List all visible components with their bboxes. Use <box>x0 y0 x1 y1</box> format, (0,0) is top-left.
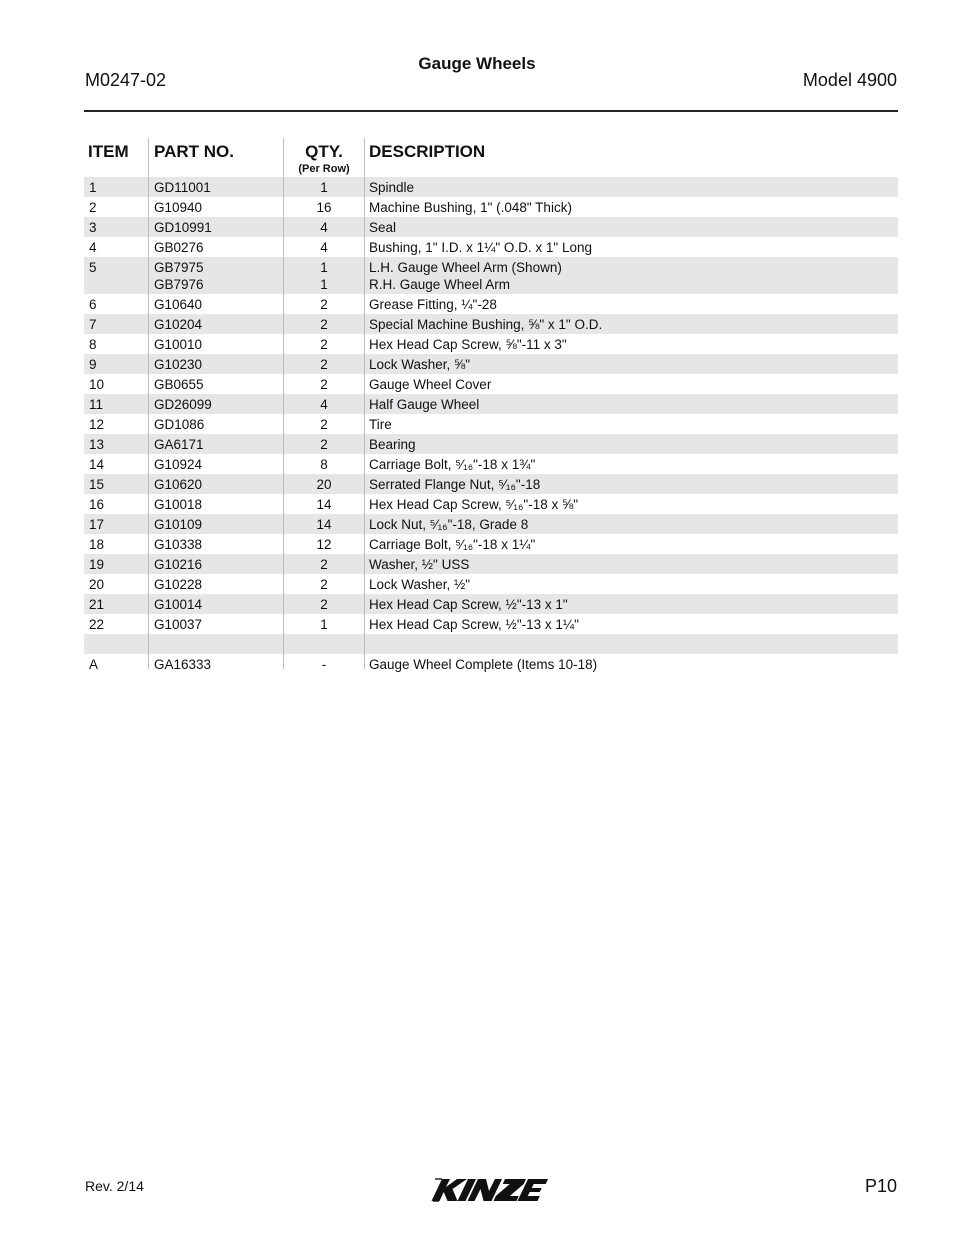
description-cell-text: L.H. Gauge Wheel Arm (Shown) <box>369 259 562 275</box>
part-number-cell <box>154 434 282 454</box>
quantity-cell-text: 4 <box>320 239 328 255</box>
quantity-cell-text: 12 <box>316 536 332 552</box>
description-cell-text: Spindle <box>369 179 415 195</box>
part-number-cell-text: GA6171 <box>154 436 204 452</box>
table-row <box>84 494 898 514</box>
table-row <box>84 334 898 354</box>
table-row <box>84 197 898 217</box>
item-cell <box>89 197 147 217</box>
item-cell <box>89 514 147 534</box>
quantity-cell-text: 2 <box>320 416 328 432</box>
item-cell-text: 19 <box>89 556 105 572</box>
table-row <box>84 354 898 374</box>
part-number-cell-text: G10216 <box>154 556 203 572</box>
part-number-cell <box>154 574 282 594</box>
part-number-cell-text: G10014 <box>154 596 203 612</box>
part-number-cell <box>154 634 282 654</box>
description-cell-text: Bearing <box>369 436 416 452</box>
quantity-cell <box>284 554 364 574</box>
part-number-cell-text: GD1086 <box>154 416 205 432</box>
part-number-cell <box>154 614 282 634</box>
item-cell <box>89 554 147 574</box>
description-cell-text: Washer, ½" USS <box>369 556 470 572</box>
description-cell <box>369 177 898 197</box>
part-number-cell-text: GA16333 <box>154 656 212 672</box>
quantity-cell <box>284 534 364 554</box>
item-cell-text: 9 <box>89 356 97 372</box>
description-cell-text: Gauge Wheel Cover <box>369 376 492 392</box>
quantity-cell-text: 2 <box>320 436 328 452</box>
part-number-cell-text: GD10991 <box>154 219 212 235</box>
part-number-cell <box>154 474 282 494</box>
part-number-cell-text: G10640 <box>154 296 203 312</box>
part-number-cell-text: GB0655 <box>154 376 204 392</box>
description-cell-text: Special Machine Bushing, ⅝" x 1" O.D. <box>369 316 603 332</box>
part-number-cell <box>154 294 282 314</box>
description-cell-text: Half Gauge Wheel <box>369 396 480 412</box>
description-cell <box>369 614 898 634</box>
description-cell-text: Lock Washer, ⅝" <box>369 356 471 372</box>
description-cell <box>369 594 898 614</box>
item-cell <box>89 574 147 594</box>
quantity-cell-text: - <box>321 656 327 672</box>
description-cell <box>369 634 898 654</box>
part-number-cell-text: GD11001 <box>154 179 211 195</box>
part-number-cell <box>154 414 282 434</box>
table-row <box>84 514 898 534</box>
description-cell-text: Carriage Bolt, ⁵⁄₁₆"-18 x 1¾" <box>369 456 536 472</box>
quantity-cell <box>284 614 364 634</box>
item-cell-text: 7 <box>89 316 97 332</box>
table-row <box>84 654 898 674</box>
item-cell <box>89 634 147 654</box>
quantity-cell-text: 2 <box>320 296 328 312</box>
quantity-cell-text: 4 <box>320 219 328 235</box>
part-number-cell-text: G10338 <box>154 536 203 552</box>
item-cell <box>89 334 147 354</box>
quantity-cell <box>284 257 364 294</box>
item-cell <box>89 374 147 394</box>
quantity-cell-text: 1 <box>320 259 328 275</box>
col-part-header: PART NO. <box>154 142 234 161</box>
item-cell <box>89 614 147 634</box>
description-cell-text: Seal <box>369 219 397 235</box>
quantity-cell-text: 2 <box>320 336 328 352</box>
part-number-cell-text: G10010 <box>154 336 203 352</box>
col-qty-sublabel: (Per Row) <box>298 163 350 175</box>
description-cell <box>369 414 898 434</box>
table-header <box>84 138 898 177</box>
quantity-cell-text: 4 <box>320 396 328 412</box>
table-row <box>84 374 898 394</box>
table-row <box>84 177 898 197</box>
item-cell <box>89 654 147 674</box>
table-row <box>84 394 898 414</box>
description-cell-text: Grease Fitting, ¼"-28 <box>369 296 497 312</box>
item-cell-text: 14 <box>89 456 105 472</box>
quantity-cell-text: 2 <box>320 376 328 392</box>
doc-number: M0247-02 <box>85 70 167 90</box>
part-number-cell-text: GB7975 <box>154 259 204 275</box>
item-cell-text: 17 <box>89 516 105 532</box>
description-cell-text: Tire <box>369 416 392 432</box>
description-cell <box>369 374 898 394</box>
table-body <box>84 177 898 674</box>
item-cell <box>89 394 147 414</box>
item-cell-text: A <box>89 656 99 672</box>
description-cell-text: Hex Head Cap Screw, ⅝"-11 x 3" <box>369 336 567 352</box>
table-row <box>84 594 898 614</box>
quantity-cell <box>284 414 364 434</box>
part-number-cell <box>154 394 282 414</box>
quantity-cell <box>284 474 364 494</box>
description-cell-text: Lock Washer, ½" <box>369 576 471 592</box>
item-cell-text: 1 <box>89 179 97 195</box>
part-number-cell <box>154 237 282 257</box>
item-cell <box>89 237 147 257</box>
table-row <box>84 217 898 237</box>
description-cell-text: Lock Nut, ⁵⁄₁₆"-18, Grade 8 <box>369 516 529 532</box>
col-desc-header: DESCRIPTION <box>369 142 486 161</box>
table-row <box>84 314 898 334</box>
quantity-cell <box>284 374 364 394</box>
part-number-cell <box>154 177 282 197</box>
item-cell-text: 6 <box>89 296 97 312</box>
item-cell-text: 4 <box>89 239 97 255</box>
table-row <box>84 294 898 314</box>
table-row <box>84 454 898 474</box>
table-row <box>84 534 898 554</box>
quantity-cell <box>284 654 364 674</box>
part-number-cell <box>154 334 282 354</box>
quantity-cell-text: 20 <box>316 476 332 492</box>
description-cell <box>369 314 898 334</box>
description-cell <box>369 257 898 294</box>
quantity-cell-text: 1 <box>320 179 328 195</box>
col-qty-label: QTY. <box>305 142 343 161</box>
item-cell-text: 10 <box>89 376 105 392</box>
description-cell-text: Hex Head Cap Screw, ½"-13 x 1¼" <box>369 616 579 632</box>
quantity-cell-text-2: 1 <box>320 276 328 292</box>
part-number-cell <box>154 594 282 614</box>
part-number-cell-text: G10204 <box>154 316 203 332</box>
quantity-cell <box>284 394 364 414</box>
description-cell <box>369 294 898 314</box>
item-cell <box>89 534 147 554</box>
item-cell-text: 13 <box>89 436 105 452</box>
col-qty-header <box>284 142 364 175</box>
part-number-cell <box>154 257 282 294</box>
part-number-cell-text-2: GB7976 <box>154 276 204 292</box>
item-cell-text: 11 <box>89 396 104 412</box>
part-number-cell <box>154 354 282 374</box>
item-cell <box>89 217 147 237</box>
description-cell <box>369 494 898 514</box>
part-number-cell <box>154 197 282 217</box>
quantity-cell-text: 16 <box>316 199 332 215</box>
table-row <box>84 414 898 434</box>
item-cell <box>89 454 147 474</box>
description-cell <box>369 197 898 217</box>
table-row <box>84 474 898 494</box>
quantity-cell <box>284 634 364 654</box>
description-cell <box>369 654 898 674</box>
item-cell <box>89 354 147 374</box>
part-number-cell-text: G10924 <box>154 456 203 472</box>
part-number-cell-text: GB0276 <box>154 239 204 255</box>
revision-label: Rev. 2/14 <box>85 1178 144 1194</box>
table-row <box>84 614 898 634</box>
part-number-cell <box>154 314 282 334</box>
quantity-cell <box>284 334 364 354</box>
item-cell <box>89 474 147 494</box>
quantity-cell-text: 2 <box>320 556 328 572</box>
part-number-cell <box>154 534 282 554</box>
part-number-cell <box>154 217 282 237</box>
table-row <box>84 257 898 294</box>
item-cell <box>89 594 147 614</box>
quantity-cell <box>284 294 364 314</box>
parts-table <box>84 138 898 674</box>
description-cell-text: Serrated Flange Nut, ⁵⁄₁₆"-18 <box>369 476 541 492</box>
description-cell <box>369 334 898 354</box>
model-label: Model 4900 <box>802 70 897 90</box>
description-cell <box>369 554 898 574</box>
header-rule <box>84 110 898 112</box>
quantity-cell <box>284 314 364 334</box>
table-row <box>84 554 898 574</box>
item-cell-text: 18 <box>89 536 105 552</box>
description-cell-text: Machine Bushing, 1" (.048" Thick) <box>369 199 572 215</box>
quantity-cell-text: 2 <box>320 316 328 332</box>
quantity-cell <box>284 237 364 257</box>
item-cell <box>89 494 147 514</box>
part-number-cell <box>154 374 282 394</box>
quantity-cell <box>284 594 364 614</box>
item-cell-text: 8 <box>89 336 97 352</box>
quantity-cell <box>284 454 364 474</box>
quantity-cell-text: 14 <box>316 496 332 512</box>
quantity-cell <box>284 574 364 594</box>
item-cell-text: 21 <box>89 596 105 612</box>
description-cell <box>369 534 898 554</box>
part-number-cell <box>154 494 282 514</box>
item-cell-text: 16 <box>89 496 105 512</box>
description-cell <box>369 394 898 414</box>
quantity-cell <box>284 494 364 514</box>
item-cell <box>89 314 147 334</box>
part-number-cell-text: G10018 <box>154 496 203 512</box>
description-cell <box>369 217 898 237</box>
part-number-cell-text: G10109 <box>154 516 203 532</box>
part-number-cell <box>154 654 282 674</box>
part-number-cell-text: G10940 <box>154 199 203 215</box>
item-cell-text: 20 <box>89 576 105 592</box>
description-cell <box>369 434 898 454</box>
quantity-cell <box>284 177 364 197</box>
table-row <box>84 634 898 654</box>
quantity-cell-text: 2 <box>320 596 328 612</box>
description-cell <box>369 354 898 374</box>
quantity-cell <box>284 434 364 454</box>
item-cell-text: 5 <box>89 259 97 275</box>
quantity-cell-text: 8 <box>320 456 328 472</box>
part-number-cell <box>154 454 282 474</box>
item-cell-text: 22 <box>89 616 105 632</box>
item-cell <box>89 177 147 197</box>
quantity-cell-text: 2 <box>320 576 328 592</box>
quantity-cell <box>284 514 364 534</box>
part-number-cell-text: G10037 <box>154 616 203 632</box>
quantity-cell-text: 1 <box>320 616 328 632</box>
description-cell <box>369 514 898 534</box>
page-number: P10 <box>864 1176 897 1196</box>
part-number-cell-text: G10228 <box>154 576 203 592</box>
item-cell-text: 2 <box>89 199 97 215</box>
part-number-cell-text: G10620 <box>154 476 203 492</box>
item-cell <box>89 257 147 294</box>
description-cell-text: Bushing, 1" I.D. x 1¼" O.D. x 1" Long <box>369 239 592 255</box>
part-number-cell <box>154 554 282 574</box>
table-row <box>84 237 898 257</box>
part-number-cell <box>154 514 282 534</box>
description-cell <box>369 454 898 474</box>
quantity-cell <box>284 217 364 237</box>
description-cell-text: Hex Head Cap Screw, ⁵⁄₁₆"-18 x ⅝" <box>369 496 579 512</box>
quantity-cell <box>284 354 364 374</box>
kinze-logo-icon <box>431 1175 551 1205</box>
part-number-cell-text: GD26099 <box>154 396 212 412</box>
description-cell-text: Carriage Bolt, ⁵⁄₁₆"-18 x 1¼" <box>369 536 536 552</box>
table-row <box>84 434 898 454</box>
item-cell <box>89 434 147 454</box>
part-number-cell-text: G10230 <box>154 356 203 372</box>
col-item-header: ITEM <box>88 142 129 161</box>
item-cell-text: 3 <box>89 219 97 235</box>
quantity-cell-text: 14 <box>316 516 332 532</box>
item-cell <box>89 294 147 314</box>
description-cell <box>369 237 898 257</box>
description-cell <box>369 474 898 494</box>
description-cell-text: Gauge Wheel Complete (Items 10-18) <box>369 656 598 672</box>
item-cell <box>89 414 147 434</box>
item-cell-text: 15 <box>89 476 105 492</box>
quantity-cell-text: 2 <box>320 356 328 372</box>
description-cell-text-2: R.H. Gauge Wheel Arm <box>369 276 511 292</box>
table-row <box>84 574 898 594</box>
page-title: Gauge Wheels <box>418 54 536 73</box>
description-cell <box>369 574 898 594</box>
description-cell-text: Hex Head Cap Screw, ½"-13 x 1" <box>369 596 568 612</box>
item-cell-text: 12 <box>89 416 105 432</box>
quantity-cell <box>284 197 364 217</box>
